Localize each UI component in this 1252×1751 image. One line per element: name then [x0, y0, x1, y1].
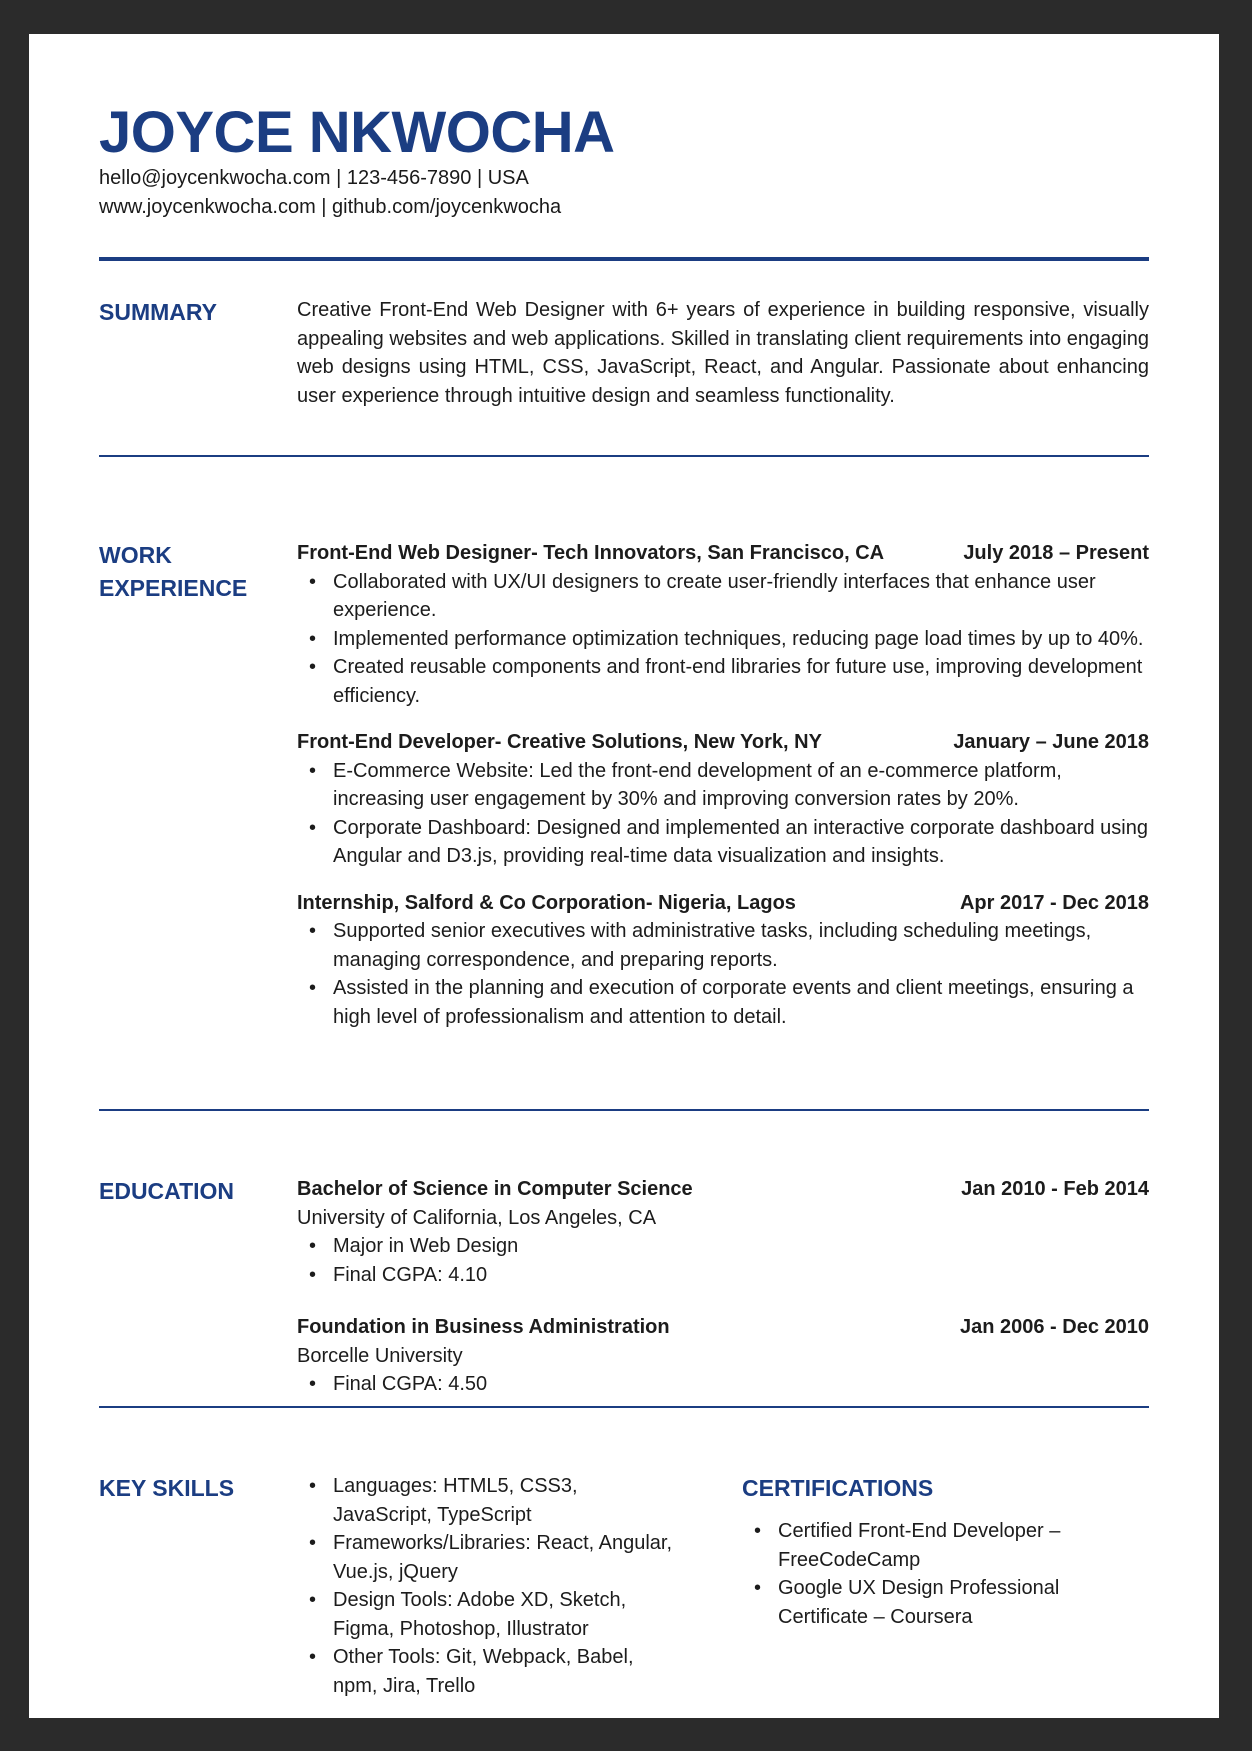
job-bullet: • Supported senior executives with administrative tasks, including scheduling meetings, managing correspondence, and preparing reports. — [297, 917, 1149, 974]
section-divider — [99, 1109, 1149, 1111]
education-bullets — [297, 1232, 1149, 1289]
skills-list — [297, 1472, 677, 1700]
skills-heading: KEY SKILLS — [99, 1475, 235, 1501]
skills-list-wrap — [297, 1472, 677, 1700]
degree-title: Foundation in Business Administration — [297, 1316, 670, 1338]
education-header — [297, 1313, 1149, 1342]
contact-line-2: www.joycenkwocha.com | github.com/joycenkwocha — [99, 196, 562, 218]
candidate-name: JOYCE NKWOCHA — [99, 100, 615, 165]
education-header — [297, 1175, 1149, 1204]
section-divider — [99, 1406, 1149, 1408]
education-entry — [297, 1175, 1149, 1289]
education-bullets — [297, 1370, 1149, 1399]
summary-body — [297, 296, 1149, 410]
education-entry — [297, 1313, 1149, 1399]
certifications-section — [742, 1472, 1142, 1631]
school-name: Borcelle University — [297, 1344, 463, 1367]
certifications-list — [742, 1517, 1142, 1631]
job-bullets — [297, 917, 1149, 1031]
section-divider — [99, 455, 1149, 457]
certification-item: • Certified Front-End Developer – FreeCodeCamp — [742, 1517, 1142, 1574]
header-divider — [99, 257, 1149, 261]
skill-item: • Design Tools: Adobe XD, Sketch, Figma, Photoshop, Illustrator — [297, 1586, 677, 1643]
education-bullet: • Final CGPA: 4.50 — [297, 1370, 1149, 1399]
job-bullet: • E-Commerce Website: Led the front-end development of an e-commerce platform, increasing user engagement by 30% and improving conversion rates by 20%. — [297, 757, 1149, 814]
job-bullet: • Collaborated with UX/UI designers to create user-friendly interfaces that enhance user experience. — [297, 568, 1149, 625]
job-bullet: • Corporate Dashboard: Designed and implemented an interactive corporate dashboard using Angular and D3.js, providing real-time data visualization and insights. — [297, 814, 1149, 871]
summary-heading: SUMMARY — [99, 299, 217, 325]
job-date: Apr 2017 - Dec 2018 — [959, 891, 1149, 914]
skill-item: • Languages: HTML5, CSS3, JavaScript, TypeScript — [297, 1472, 677, 1529]
job-date: January – June 2018 — [953, 731, 1149, 753]
school-name: University of California, Los Angeles, CA — [297, 1206, 657, 1229]
job-header — [297, 539, 1149, 568]
job-bullet: • Assisted in the planning and execution of corporate events and client meetings, ensuring a high level of professionalism and attention to detail. — [297, 974, 1149, 1031]
education-date: Jan 2006 - Dec 2010 — [959, 1316, 1149, 1338]
education-bullet: • Final CGPA: 4.10 — [297, 1261, 1149, 1290]
education-heading: EDUCATION — [99, 1178, 235, 1204]
work-entries — [297, 539, 1149, 1049]
certifications-heading: CERTIFICATIONS — [742, 1475, 934, 1501]
job-title: Internship, Salford & Co Corporation- Nigeria, Lagos — [297, 891, 796, 914]
job-entry — [297, 539, 1149, 710]
job-entry — [297, 889, 1149, 1032]
education-date: Jan 2010 - Feb 2014 — [961, 1178, 1149, 1200]
job-date: July 2018 – Present — [963, 542, 1149, 564]
education-bullet: • Major in Web Design — [297, 1232, 1149, 1261]
job-entry — [297, 728, 1149, 871]
job-bullets — [297, 568, 1149, 711]
education-entries — [297, 1175, 1149, 1423]
job-title: Front-End Web Designer- Tech Innovators, San Francisco, CA — [297, 542, 885, 564]
job-bullet: • Implemented performance optimization techniques, reducing page load times by up to 40%. — [297, 625, 1149, 654]
work-heading: WORK EXPERIENCE — [99, 542, 248, 601]
job-bullet: • Created reusable components and front-end libraries for future use, improving development efficiency. — [297, 653, 1149, 710]
contact-line-1: hello@joycenkwocha.com | 123-456-7890 | USA — [99, 167, 529, 189]
skill-item: • Frameworks/Libraries: React, Angular, Vue.js, jQuery — [297, 1529, 677, 1586]
job-header — [297, 889, 1149, 918]
job-bullets — [297, 757, 1149, 871]
degree-title: Bachelor of Science in Computer Science — [297, 1178, 693, 1200]
certification-item: • Google UX Design Professional Certificate – Coursera — [742, 1574, 1142, 1631]
summary-text: Creative Front-End Web Designer with 6+ years of experience in building responsive, visually appealing websites and web applications. Skilled in translating client requirements into engaging web designs using HTML, CSS, JavaScript, React, and Angular. Passionate about enhancing user experience through intuitive design and seamless functionality. — [297, 299, 1149, 407]
job-title: Front-End Developer- Creative Solutions, New York, NY — [297, 731, 822, 753]
resume-page — [29, 34, 1219, 1718]
job-header — [297, 728, 1149, 757]
skill-item: • Other Tools: Git, Webpack, Babel, npm, Jira, Trello — [297, 1643, 677, 1700]
